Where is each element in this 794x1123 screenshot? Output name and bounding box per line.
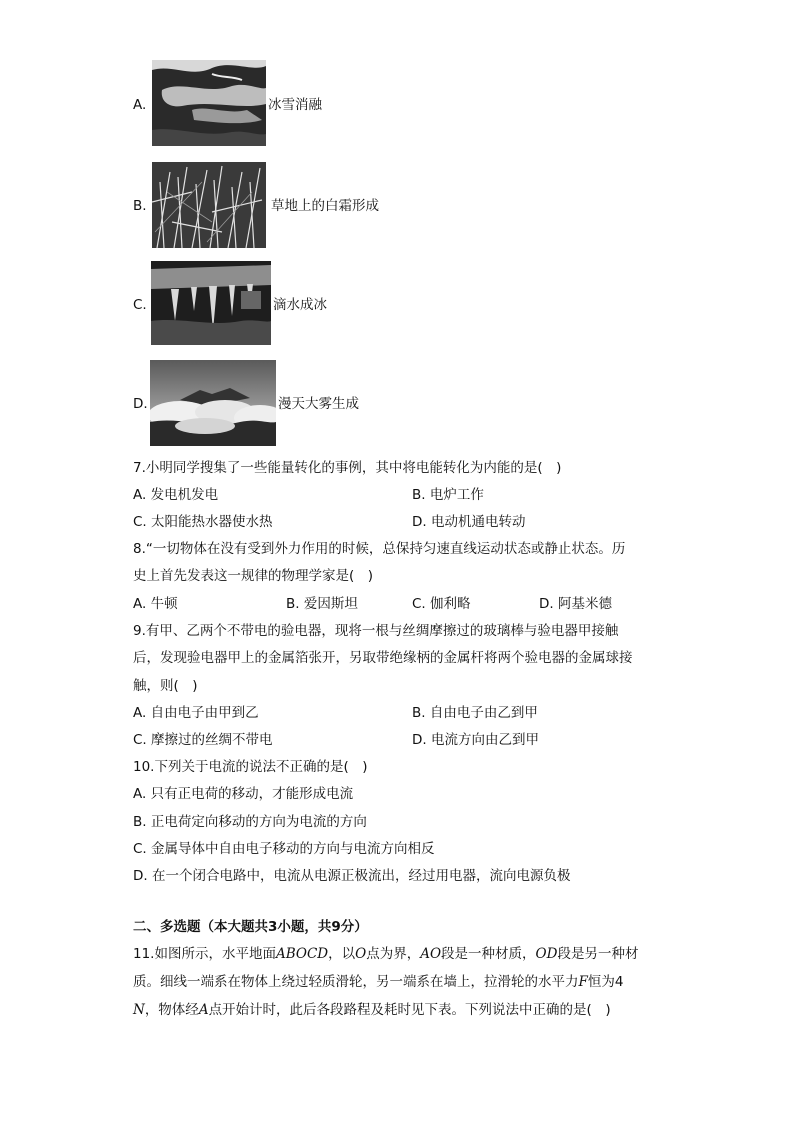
q11-text: 11.如图所示，水平地面	[133, 946, 276, 962]
q7-option-a: A. 发电机发电	[133, 487, 219, 503]
q10-option-b: B. 正电荷定向移动的方向为电流的方向	[133, 814, 367, 830]
q11-text: 点开始计时，此后各段路程及耗时见下表。下列说法中正确的是( )	[208, 1002, 611, 1018]
q11-text: 点为界，	[366, 946, 421, 962]
q9-stem-line1: 9.有甲、乙两个不带电的验电器，现将一根与丝绸摩擦过的玻璃棒与验电器甲接触	[133, 623, 619, 639]
frost-on-grass-photo	[152, 162, 266, 248]
q8-option-a: A. 牛顿	[133, 596, 178, 612]
q10-option-a: A. 只有正电荷的移动，才能形成电流	[133, 786, 354, 802]
section-heading-multi-choice: 二、多选题（本大题共3小题，共9分）	[133, 919, 368, 935]
q9-option-c: C. 摩擦过的丝绸不带电	[133, 732, 273, 748]
option-a-caption: 冰雪消融	[268, 97, 322, 113]
q11-math: ABOCD	[275, 946, 329, 962]
q7-option-b: B. 电炉工作	[412, 487, 484, 503]
q9-stem-line3: 触，则( )	[133, 678, 198, 694]
q11-text: 恒为4	[587, 974, 624, 990]
q10-option-d: D. 在一个闭合电路中，电流从电源正极流出，经过用电器，流向电源负极	[133, 868, 571, 884]
q11-stem-line3	[133, 1001, 611, 1019]
q10-option-c: C. 金属导体中自由电子移动的方向与电流方向相反	[133, 841, 435, 857]
q11-stem-line1	[133, 945, 638, 963]
q8-stem-line1: 8.“一切物体在没有受到外力作用的时候，总保持匀速直线运动状态或静止状态。历	[133, 541, 626, 557]
q8-option-d: D. 阿基米德	[539, 596, 612, 612]
option-d-caption: 漫天大雾生成	[278, 396, 359, 412]
q8-stem-line2: 史上首先发表这一规律的物理学家是( )	[133, 568, 374, 584]
option-b-letter: B.	[133, 198, 147, 214]
q11-math: AO	[420, 946, 442, 962]
q10-stem: 10.下列关于电流的说法不正确的是( )	[133, 759, 368, 775]
q9-option-b: B. 自由电子由乙到甲	[412, 705, 538, 721]
q11-text: 段是另一种材	[557, 946, 639, 962]
option-b-caption: 草地上的白霜形成	[271, 198, 379, 214]
q11-math: F	[578, 974, 588, 990]
q11-text: 质。细线一端系在物体上绕过轻质滑轮，另一端系在墙上，拉滑轮的水平力	[133, 974, 579, 990]
option-c-caption: 滴水成冰	[273, 297, 327, 313]
option-d-letter: D.	[133, 396, 148, 412]
q11-math: N	[133, 1002, 145, 1018]
q9-option-d: D. 电流方向由乙到甲	[412, 732, 539, 748]
q11-math: A	[198, 1002, 209, 1018]
q8-option-c: C. 伽利略	[412, 596, 471, 612]
q8-option-b: B. 爱因斯坦	[286, 596, 358, 612]
q9-option-a: A. 自由电子由甲到乙	[133, 705, 259, 721]
q11-text: ，以	[328, 946, 356, 962]
sea-of-fog-photo	[150, 360, 276, 446]
q7-option-d: D. 电动机通电转动	[412, 514, 526, 530]
q11-stem-line2	[133, 973, 623, 991]
dripping-icicles-photo	[151, 261, 271, 345]
q11-text: 段是一种材质，	[441, 946, 536, 962]
q9-stem-line2: 后，发现验电器甲上的金属箔张开，另取带绝缘柄的金属杆将两个验电器的金属球接	[133, 650, 633, 666]
q11-math: O	[355, 946, 367, 962]
q7-stem: 7.小明同学搜集了一些能量转化的事例，其中将电能转化为内能的是( )	[133, 460, 562, 476]
option-a-letter: A.	[133, 97, 147, 113]
q7-option-c: C. 太阳能热水器使水热	[133, 514, 273, 530]
melting-ice-photo	[152, 60, 266, 146]
option-c-letter: C.	[133, 297, 147, 313]
q11-text: ，物体经	[144, 1002, 199, 1018]
q11-math: OD	[535, 946, 558, 962]
